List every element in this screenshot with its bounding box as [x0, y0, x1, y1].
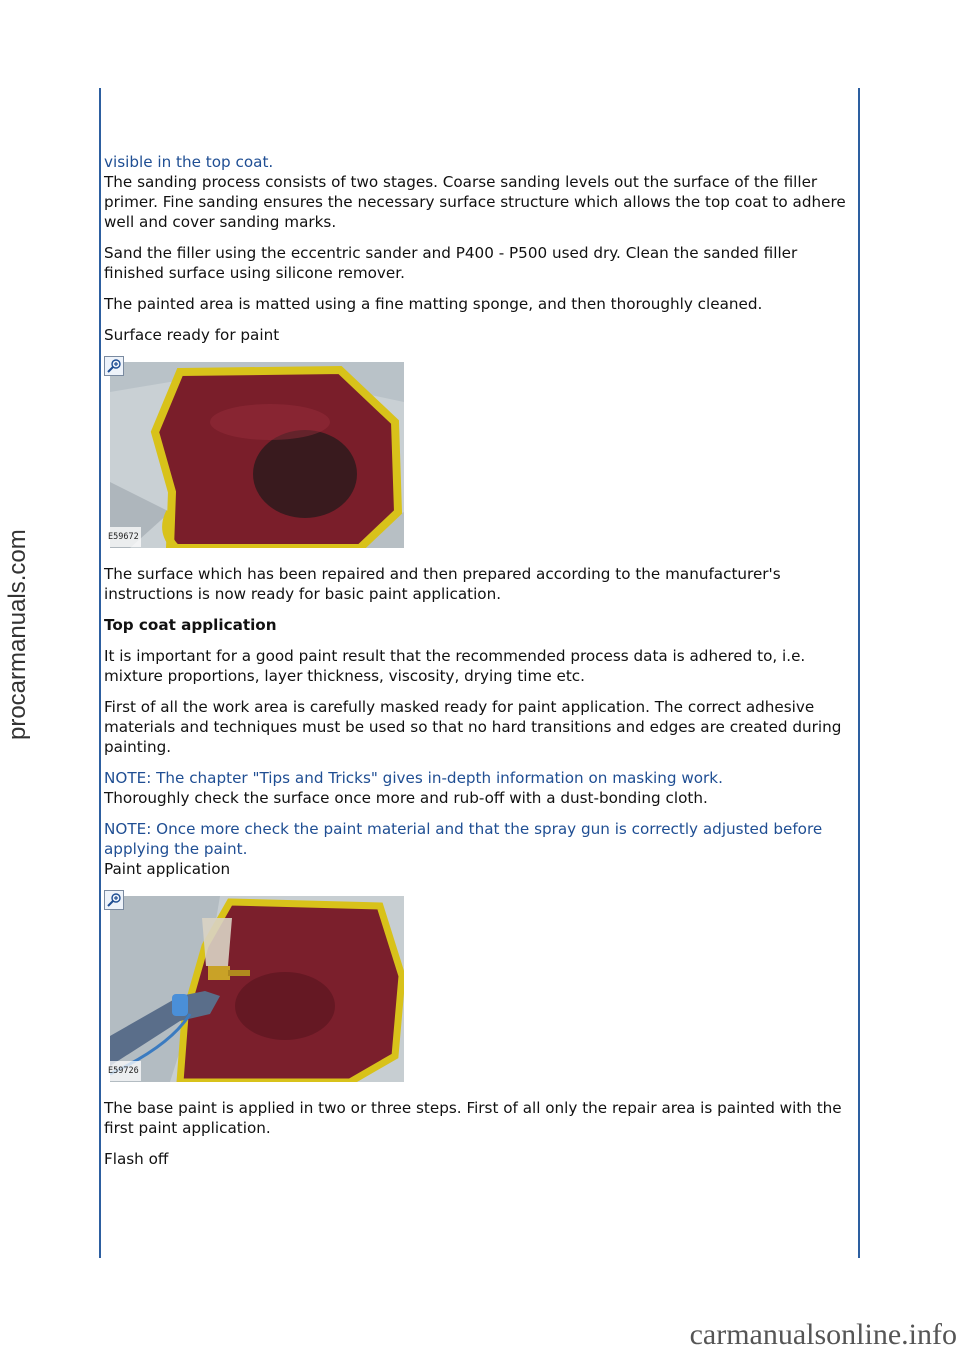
- sidebar-watermark: [4, 529, 44, 741]
- surface-ready-photo[interactable]: [110, 362, 404, 548]
- figure-caption: Paint application: [104, 860, 231, 878]
- right-margin-rule: [858, 88, 860, 1258]
- paragraph: The sanding process consists of two stages. Coarse sanding levels out the surface of the filler primer. Fine sanding ensures the necessary surface structure which allows the top coat to adhere well and cover sanding marks.: [104, 173, 846, 231]
- paragraph: It is important for a good paint result that the recommended process data is adhered to, i.e. mixture proportions, layer thickness, viscosity, drying time etc.: [104, 647, 806, 685]
- figure-code: E59672: [106, 527, 141, 547]
- paragraph: The surface which has been repaired and then prepared according to the manufacturer's instructions is now ready for basic paint application.: [104, 565, 781, 603]
- paragraph: Thoroughly check the surface once more and rub-off with a dust-bonding cloth.: [104, 789, 708, 807]
- footer-watermark-text: carmanualsonline.info: [689, 1318, 957, 1351]
- note-text: NOTE: Once more check the paint material and that the spray gun is correctly adjusted before applying the paint.: [104, 820, 823, 858]
- paragraph: The painted area is matted using a fine matting sponge, and then thoroughly cleaned.: [104, 295, 763, 313]
- figure-paint-application: [104, 890, 404, 1082]
- paragraph: Sand the filler using the eccentric sander and P400 - P500 used dry. Clean the sanded filler finished surface using silicone remover.: [104, 244, 798, 282]
- zoom-in-icon[interactable]: [104, 890, 124, 910]
- paragraph: Flash off: [104, 1150, 169, 1168]
- left-margin-rule: [99, 88, 101, 1258]
- note-text: visible in the top coat.: [104, 153, 274, 171]
- section-heading: Top coat application: [104, 616, 277, 634]
- paragraph: The base paint is applied in two or three steps. First of all only the repair area is painted with the first paint application.: [104, 1099, 842, 1137]
- paint-application-photo[interactable]: [110, 896, 404, 1082]
- note-text: NOTE: The chapter "Tips and Tricks" gives in-depth information on masking work.: [104, 769, 723, 787]
- figure-surface-ready: [104, 356, 404, 548]
- figure-caption: Surface ready for paint: [104, 326, 280, 344]
- footer-watermark: [0, 1318, 960, 1352]
- zoom-in-icon[interactable]: [104, 356, 124, 376]
- paragraph: First of all the work area is carefully masked ready for paint application. The correct adhesive materials and techniques must be used so that no hard transitions and edges are created during painting.: [104, 698, 842, 756]
- sidebar-watermark-text: procarmanuals.com: [4, 529, 31, 740]
- figure-code: E59726: [106, 1061, 141, 1081]
- manual-page-content: [104, 152, 856, 1180]
